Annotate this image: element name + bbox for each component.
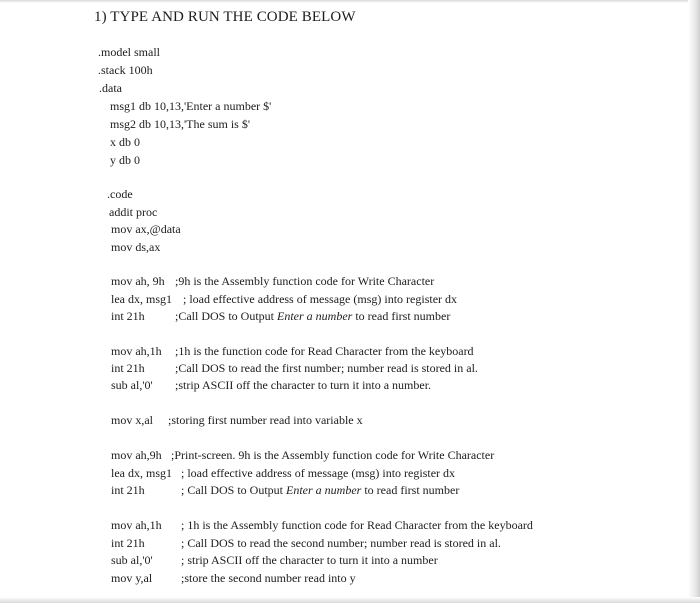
- page-bottom-edge: [0, 597, 700, 603]
- asm-comment: ;1h is the function code for Read Character from the keyboard: [175, 344, 474, 358]
- code-line-code: .code: [107, 187, 133, 201]
- asm-instruction: lea dx, msg1: [111, 292, 172, 306]
- asm-comment: ; strip ASCII off the character to turn it into a number: [181, 553, 438, 567]
- comment-emphasis: Enter a number: [277, 309, 353, 323]
- code-line-mov-ax: mov ax,@data: [111, 222, 181, 236]
- asm-instruction: mov ah,1h: [111, 344, 162, 358]
- asm-comment: ;storing first number read into variable x: [168, 413, 363, 427]
- page-top-edge: [0, 0, 700, 3]
- code-line-stack: .stack 100h: [98, 63, 153, 77]
- code-line-y: y db 0: [110, 153, 140, 167]
- asm-instruction: lea dx, msg1: [111, 466, 172, 480]
- asm-comment: ; load effective address of message (msg) into register dx: [183, 292, 458, 306]
- comment-emphasis: Enter a number: [286, 483, 362, 497]
- asm-instruction: sub al,'0': [111, 553, 153, 567]
- asm-instruction: mov ah,9h: [111, 448, 162, 462]
- code-line-model: .model small: [98, 45, 160, 59]
- asm-instruction: int 21h: [111, 309, 145, 323]
- comment-text: ;Call DOS to Output: [175, 309, 278, 323]
- task-heading: 1) TYPE AND RUN THE CODE BELOW: [94, 9, 356, 25]
- comment-text: ; Call DOS to Output: [181, 483, 287, 497]
- comment-text: to read first number: [361, 483, 460, 497]
- asm-comment: ;strip ASCII off the character to turn it into a number.: [175, 378, 432, 392]
- asm-comment: ;Print-screen. 9h is the Assembly function code for Write Character: [171, 448, 495, 462]
- asm-instruction: int 21h: [111, 483, 145, 497]
- asm-instruction: sub al,'0': [111, 378, 153, 392]
- asm-instruction: mov x,al: [111, 413, 153, 427]
- asm-instruction: mov ah, 9h: [111, 274, 165, 288]
- asm-instruction: mov ah,1h: [111, 518, 162, 532]
- asm-instruction: mov y,al: [111, 571, 153, 585]
- code-line-msg2: msg2 db 10,13,'The sum is $': [110, 117, 250, 131]
- asm-comment: [181, 483, 459, 497]
- asm-comment: [175, 309, 450, 323]
- asm-comment: ;Call DOS to read the first number; number read is stored in al.: [175, 361, 478, 375]
- code-line-mov-ds: mov ds,ax: [111, 240, 161, 254]
- comment-text: to read first number: [352, 309, 451, 323]
- code-line-data: .data: [99, 81, 122, 95]
- asm-instruction: int 21h: [111, 536, 145, 550]
- code-line-msg1: msg1 db 10,13,'Enter a number $': [110, 99, 272, 113]
- asm-comment: ; 1h is the Assembly function code for Read Character from the keyboard: [181, 518, 533, 532]
- page-right-shadow: [688, 0, 700, 603]
- code-line-proc: addit proc: [109, 205, 158, 219]
- asm-comment: ; Call DOS to read the second number; number read is stored in al.: [181, 536, 501, 550]
- asm-comment: ; load effective address of message (msg) into register dx: [181, 466, 456, 480]
- asm-instruction: int 21h: [111, 361, 145, 375]
- asm-comment: ;9h is the Assembly function code for Write Character: [175, 274, 435, 288]
- asm-comment: ;store the second number read into y: [181, 571, 356, 585]
- code-line-x: x db 0: [110, 135, 140, 149]
